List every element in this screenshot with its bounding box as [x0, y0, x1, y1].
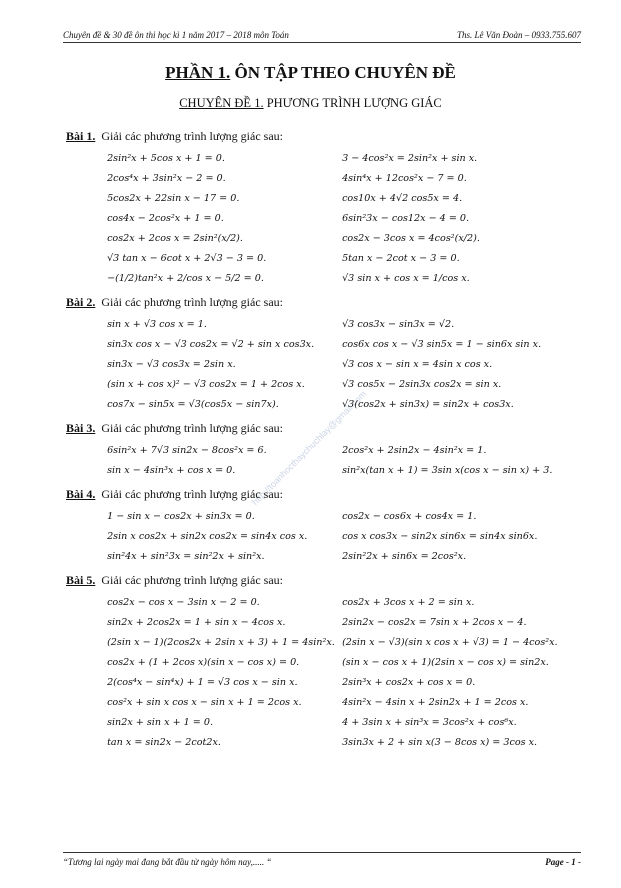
equation-item [104, 441, 339, 461]
exercise-instruction: Giải các phương trình lượng giác sau: [101, 487, 283, 501]
equation-item [104, 335, 339, 355]
equation-item [104, 315, 339, 335]
equation-item [339, 613, 619, 633]
equation-item [104, 633, 339, 653]
exercise-heading [66, 127, 581, 145]
equation-grid [66, 149, 581, 289]
equation-text: cos7x − sin5x = √3(cos5x − sin7x). [107, 399, 279, 410]
exercise-block [66, 485, 581, 567]
equation-grid [66, 507, 581, 567]
equation-item [339, 461, 619, 481]
equation-text: sin²4x + sin²3x = sin²2x + sin²x. [107, 551, 265, 562]
equation-item [104, 593, 339, 613]
equation-item [339, 507, 619, 527]
equation-text: (2sin x − 1)(2cos2x + 2sin x + 3) + 1 = 4sin²x. [107, 637, 335, 648]
equation-text: cos4x − 2cos²x + 1 = 0. [107, 213, 224, 224]
equation-item [339, 229, 619, 249]
equation-text: √3(cos2x + sin3x) = sin2x + cos3x. [342, 399, 514, 410]
equation-text: 6sin²3x − cos12x − 4 = 0. [342, 213, 470, 224]
equation-text: 2(cos⁴x − sin⁴x) + 1 = √3 cos x − sin x. [107, 677, 298, 688]
equation-text: 5cos2x + 22sin x − 17 = 0. [107, 193, 240, 204]
exercise-heading [66, 293, 581, 311]
equation-item [339, 527, 619, 547]
equation-item [104, 189, 339, 209]
page-footer [63, 852, 581, 869]
equation-text: cos2x + 3cos x + 2 = sin x. [342, 597, 475, 608]
equation-text: sin2x + sin x + 1 = 0. [107, 717, 214, 728]
equation-text: 3 − 4cos²x = 2sin²x + sin x. [342, 153, 478, 164]
equation-item [339, 633, 619, 653]
equation-text: sin3x − √3 cos3x = 2sin x. [107, 359, 236, 370]
exercise-label: Bài 4. [66, 487, 96, 501]
equation-text: cos2x − 3cos x = 4cos²(x/2). [342, 233, 480, 244]
exercise-label: Bài 5. [66, 573, 96, 587]
exercise-heading [66, 419, 581, 437]
equation-text: 2sin²2x + sin6x = 2cos²x. [342, 551, 467, 562]
equation-text: 1 − sin x − cos2x + sin3x = 0. [107, 511, 255, 522]
equation-text: 2cos⁴x + 3sin²x − 2 = 0. [107, 173, 226, 184]
equation-item [339, 395, 619, 415]
equation-text: cos²x + sin x cos x − sin x + 1 = 2cos x. [107, 697, 302, 708]
exercise-list [66, 127, 581, 757]
footer-quote: “Tương lai ngày mai đang bắt đầu từ ngày hôm nay,..... “ [63, 857, 272, 867]
equation-text: tan x = sin2x − 2cot2x. [107, 737, 221, 748]
equation-text: cos6x cos x − √3 sin5x = 1 − sin6x sin x. [342, 339, 542, 350]
equation-item [339, 169, 619, 189]
exercise-block [66, 293, 581, 415]
equation-item [104, 733, 339, 753]
watermark: http://toanhocthaychuchlay@gmail.com [250, 388, 369, 508]
part-heading: ÔN TẬP THEO CHUYÊN ĐỀ [234, 63, 456, 82]
equation-item [104, 149, 339, 169]
equation-item [104, 375, 339, 395]
equation-item [339, 269, 619, 289]
page-header [63, 28, 581, 43]
exercise-label: Bài 2. [66, 295, 96, 309]
equation-item [339, 693, 619, 713]
equation-item [339, 733, 619, 753]
equation-text: 2sin³x + cos2x + cos x = 0. [342, 677, 476, 688]
equation-item [104, 693, 339, 713]
equation-item [339, 441, 619, 461]
equation-item [104, 527, 339, 547]
exercise-label: Bài 1. [66, 129, 96, 143]
equation-text: 2sin2x − cos2x = 7sin x + 2cos x − 4. [342, 617, 527, 628]
equation-item [104, 249, 339, 269]
equation-item [339, 713, 619, 733]
equation-text: cos10x + 4√2 cos5x = 4. [342, 193, 463, 204]
exercise-instruction: Giải các phương trình lượng giác sau: [101, 573, 283, 587]
equation-item [339, 355, 619, 375]
equation-text: sin2x + 2cos2x = 1 + sin x − 4cos x. [107, 617, 286, 628]
equation-text: (sin x + cos x)² − √3 cos2x = 1 + 2cos x. [107, 379, 305, 390]
equation-text: cos2x + (1 + 2cos x)(sin x − cos x) = 0. [107, 657, 300, 668]
exercise-block [66, 419, 581, 481]
topic-label: CHUYÊN ĐỀ 1. [179, 96, 264, 110]
equation-text: 2sin²x + 5cos x + 1 = 0. [107, 153, 225, 164]
equation-text: (2sin x − √3)(sin x cos x + √3) = 1 − 4cos²x. [342, 637, 558, 648]
equation-item [339, 335, 619, 355]
equation-text: (sin x − cos x + 1)(2sin x − cos x) = sin2x. [342, 657, 549, 668]
equation-text: 2sin x cos2x + sin2x cos2x = sin4x cos x. [107, 531, 308, 542]
equation-item [104, 713, 339, 733]
header-right: Ths. Lê Văn Đoàn – 0933.755.607 [456, 30, 581, 40]
equation-text: √3 cos x − sin x = 4sin x cos x. [342, 359, 493, 370]
equation-item [104, 613, 339, 633]
equation-text: √3 cos3x − sin3x = √2. [342, 319, 455, 330]
equation-text: sin3x cos x − √3 cos2x = √2 + sin x cos3x. [107, 339, 315, 350]
equation-item [339, 149, 619, 169]
equation-item [104, 461, 339, 481]
equation-text: sin x − 4sin³x + cos x = 0. [107, 465, 236, 476]
equation-text: 5tan x − 2cot x − 3 = 0. [342, 253, 460, 264]
equation-item [339, 673, 619, 693]
equation-text: √3 sin x + cos x = 1/cos x. [342, 273, 470, 284]
equation-text: sin x + √3 cos x = 1. [107, 319, 207, 330]
equation-grid [66, 441, 581, 481]
equation-item [339, 593, 619, 613]
equation-text: −(1/2)tan²x + 2/cos x − 5/2 = 0. [107, 273, 264, 284]
equation-item [104, 169, 339, 189]
equation-item [104, 673, 339, 693]
equation-text: cos2x + 2cos x = 2sin²(x/2). [107, 233, 243, 244]
exercise-block [66, 127, 581, 289]
equation-item [104, 395, 339, 415]
exercise-instruction: Giải các phương trình lượng giác sau: [101, 421, 283, 435]
equation-item [104, 507, 339, 527]
equation-text: 4sin⁴x + 12cos²x − 7 = 0. [342, 173, 467, 184]
exercise-heading [66, 571, 581, 589]
equation-text: √3 tan x − 6cot x + 2√3 − 3 = 0. [107, 253, 267, 264]
equation-item [339, 653, 619, 673]
topic-heading: PHƯƠNG TRÌNH LƯỢNG GIÁC [266, 96, 442, 110]
equation-text: sin²x(tan x + 1) = 3sin x(cos x − sin x) + 3. [342, 465, 553, 476]
equation-item [104, 269, 339, 289]
equation-text: 3sin3x + 2 + sin x(3 − 8cos x) = 3cos x. [342, 737, 538, 748]
equation-text: 4sin²x − 4sin x + 2sin2x + 1 = 2cos x. [342, 697, 529, 708]
equation-text: cos x cos3x − sin2x sin6x = sin4x sin6x. [342, 531, 538, 542]
equation-item [339, 315, 619, 335]
equation-text: 2cos²x + 2sin2x − 4sin²x = 1. [342, 445, 487, 456]
exercise-instruction: Giải các phương trình lượng giác sau: [101, 129, 283, 143]
part-title [0, 63, 621, 83]
equation-item [104, 229, 339, 249]
equation-item [104, 547, 339, 567]
equation-item [339, 189, 619, 209]
equation-item [104, 209, 339, 229]
topic-title [0, 96, 621, 111]
header-left: Chuyên đề & 30 đề ôn thi học kì 1 năm 2017 – 2018 môn Toán [63, 30, 289, 40]
exercise-heading [66, 485, 581, 503]
equation-text: 6sin²x + 7√3 sin2x − 8cos²x = 6. [107, 445, 267, 456]
equation-item [104, 653, 339, 673]
page-number: Page - 1 - [545, 857, 581, 867]
equation-item [339, 547, 619, 567]
part-label: PHẦN 1. [165, 63, 231, 82]
equation-grid [66, 315, 581, 415]
exercise-label: Bài 3. [66, 421, 96, 435]
equation-item [339, 249, 619, 269]
equation-item [339, 209, 619, 229]
exercise-instruction: Giải các phương trình lượng giác sau: [101, 295, 283, 309]
equation-text: 4 + 3sin x + sin³x = 3cos²x + cos⁶x. [342, 717, 517, 728]
equation-grid [66, 593, 581, 753]
exercise-block [66, 571, 581, 753]
equation-text: √3 cos5x − 2sin3x cos2x = sin x. [342, 379, 502, 390]
equation-item [104, 355, 339, 375]
equation-item [339, 375, 619, 395]
equation-text: cos2x − cos6x + cos4x = 1. [342, 511, 477, 522]
equation-text: cos2x − cos x − 3sin x − 2 = 0. [107, 597, 260, 608]
